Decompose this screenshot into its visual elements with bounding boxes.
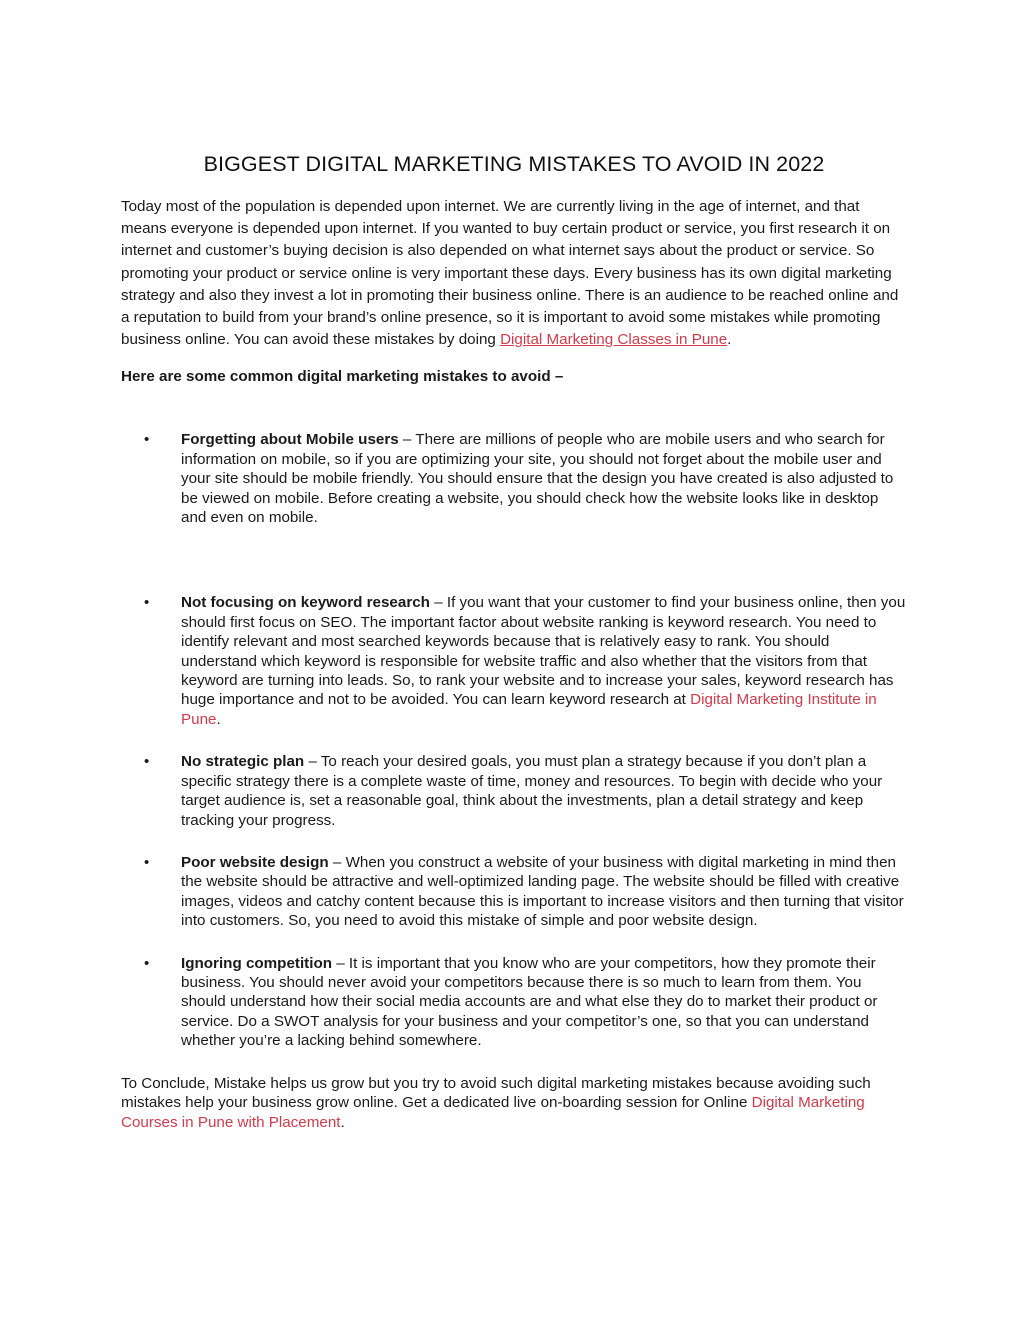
mistake-text: – There are millions of people who are mobile users and who search for information on mobile, so if you are optimizing your site, you should not forget about the mobile user and your site should be mobile friendly. You should ensure that the design you have created is also adjusted to be viewed on mobile. Before creating a website, you should check how the website looks like in desktop and even on mobile.: [181, 431, 894, 527]
mistake-text: – When you construct a website of your business with digital marketing in mind then the website should be attractive and well-optimized landing page. The website should be filled with creative images, videos and catchy content because this is important to increase visitors and then turning that visitor into customers. So, you need to avoid this mistake of simple and poor website design.: [181, 853, 904, 930]
bullet-icon: •: [144, 753, 150, 771]
mistake-end: .: [216, 710, 221, 728]
mistake-heading: Poor website design: [181, 853, 329, 871]
mistake-heading: No strategic plan: [181, 753, 305, 771]
digital-marketing-courses-link[interactable]: Digital Marketing Courses in Pune with Placement: [121, 1094, 865, 1131]
list-item-competition: [121, 954, 907, 1051]
intro-end: .: [727, 331, 732, 349]
mistake-text: – If you want that your customer to find your business online, then you should first focus on SEO. The important factor about website ranking is keyword research. You need to identify relevant and most searched keywords because that is relatively easy to rank. You should understand which keyword is responsible for website traffic and also whether that the visitors from that keyword are turning into leads. So, to rank your website and to increase your sales, keyword research has huge importance and not to be avoided. You can learn keyword research at: [181, 594, 906, 709]
mistake-heading: Ignoring competition: [181, 954, 333, 972]
mistakes-lead: Here are some common digital marketing mistakes to avoid –: [121, 368, 564, 386]
list-item-keyword-research: [121, 593, 907, 729]
document-page: [121, 152, 907, 1132]
mistake-heading: Forgetting about Mobile users: [181, 431, 399, 449]
mistake-text: – It is important that you know who are your competitors, how they promote their business. You should never avoid your competitors because there is so much to learn from them. You should understand how their social media accounts are and what else they do to market their product or service. Do a SWOT analysis for your business and your competitor’s one, so that you can understand whether you’re a lacking behind somewhere.: [181, 954, 878, 1050]
bullet-icon: •: [144, 431, 150, 449]
document-title: BIGGEST DIGITAL MARKETING MISTAKES TO AVOID IN 2022: [203, 152, 825, 176]
digital-marketing-classes-link[interactable]: Digital Marketing Classes in Pune: [500, 331, 728, 349]
intro-text: Today most of the population is depended upon internet. We are currently living in the age of internet, and that means everyone is depended upon internet. If you wanted to buy certain product or service, you first research it on internet and customer’s buying decision is also depended on what internet says about the product or service. So promoting your product or service online is very important these days. Every business has its own digital marketing strategy and also they invest a lot in promoting their business online. There is an audience to be reached online and a reputation to build from your brand’s online presence, so it is important to avoid some mistakes while promoting business online. You can avoid these mistakes by doing: [121, 198, 899, 349]
conclusion-text: To Conclude, Mistake helps us grow but you try to avoid such digital marketing mistakes because avoiding such mistakes help your business grow online. Get a dedicated live on-boarding session for Online: [121, 1074, 871, 1112]
conclusion-end: .: [340, 1113, 345, 1131]
mistakes-list: [121, 430, 907, 1050]
conclusion-paragraph: [121, 1074, 907, 1133]
digital-marketing-institute-link[interactable]: Digital Marketing Institute in Pune: [181, 691, 877, 728]
list-item-mobile-users: [121, 430, 907, 527]
mistake-heading: Not focusing on keyword research: [181, 594, 430, 612]
intro-paragraph: [121, 196, 907, 351]
bullet-icon: •: [144, 594, 150, 612]
bullet-icon: •: [144, 853, 150, 871]
list-item-strategic-plan: [121, 752, 907, 830]
mistake-text: – To reach your desired goals, you must plan a strategy because if you don’t plan a specific strategy there is a complete waste of time, money and resources. To begin with decide who your target audience is, set a reasonable goal, think about the investments, plan a detail strategy and keep tracking your progress.: [181, 753, 883, 829]
list-item-website-design: [121, 853, 907, 931]
bullet-icon: •: [144, 954, 150, 972]
